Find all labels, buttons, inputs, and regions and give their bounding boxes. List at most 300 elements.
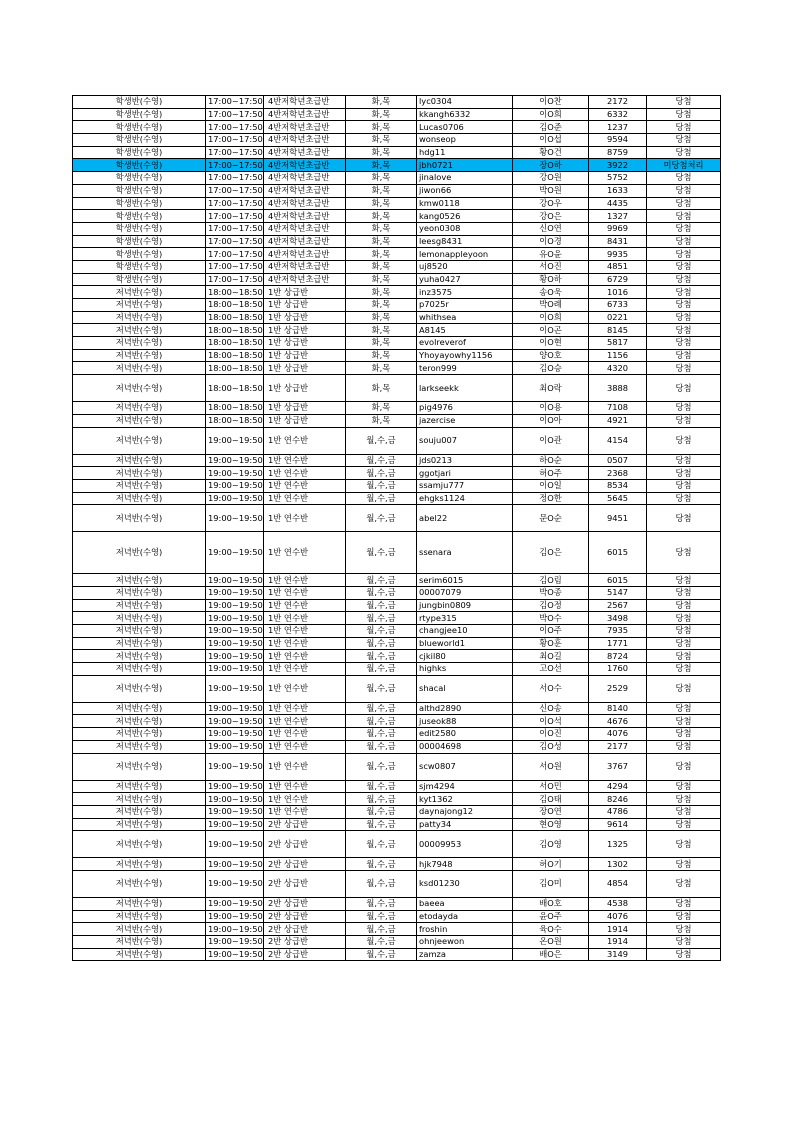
time-cell: 19:00~19:50 bbox=[206, 897, 264, 910]
user-id-cell: zamza bbox=[417, 948, 513, 961]
level-cell: 4반저학년초급반 bbox=[264, 184, 346, 197]
class-cell: 학생반(수영) bbox=[73, 96, 206, 109]
name-cell: 최O길 bbox=[513, 650, 589, 663]
table-row bbox=[73, 375, 721, 402]
time-cell: 19:00~19:50 bbox=[206, 740, 264, 753]
name-cell: 장O연 bbox=[513, 805, 589, 818]
time-cell: 18:00~18:50 bbox=[206, 311, 264, 324]
level-cell: 4반저학년초급반 bbox=[264, 197, 346, 210]
table-row bbox=[73, 134, 721, 147]
class-cell: 저녁반(수영) bbox=[73, 675, 206, 702]
number-cell: 1633 bbox=[589, 184, 647, 197]
table-row bbox=[73, 637, 721, 650]
number-cell: 6015 bbox=[589, 574, 647, 587]
table-row bbox=[73, 948, 721, 961]
days-cell: 월,수,금 bbox=[346, 479, 417, 492]
name-cell: 서O민 bbox=[513, 780, 589, 793]
days-cell: 월,수,금 bbox=[346, 467, 417, 480]
result-cell: 미당첨처리 bbox=[647, 159, 721, 172]
table-row bbox=[73, 197, 721, 210]
table-row bbox=[73, 402, 721, 415]
name-cell: 송O욱 bbox=[513, 286, 589, 299]
number-cell: 5147 bbox=[589, 586, 647, 599]
level-cell: 1반 연수반 bbox=[264, 612, 346, 625]
level-cell: 4반저학년초급반 bbox=[264, 235, 346, 248]
name-cell: 김O정 bbox=[513, 599, 589, 612]
days-cell: 월,수,금 bbox=[346, 897, 417, 910]
user-id-cell: kyt1362 bbox=[417, 793, 513, 806]
level-cell: 1반 연수반 bbox=[264, 715, 346, 728]
level-cell: 1반 연수반 bbox=[264, 625, 346, 638]
result-cell: 당첨 bbox=[647, 586, 721, 599]
table-row bbox=[73, 740, 721, 753]
level-cell: 4반저학년초급반 bbox=[264, 96, 346, 109]
days-cell: 화,목 bbox=[346, 248, 417, 261]
table-row bbox=[73, 936, 721, 949]
number-cell: 4076 bbox=[589, 728, 647, 741]
class-cell: 학생반(수영) bbox=[73, 248, 206, 261]
user-id-cell: baeea bbox=[417, 897, 513, 910]
number-cell: 1016 bbox=[589, 286, 647, 299]
time-cell: 18:00~18:50 bbox=[206, 337, 264, 350]
user-id-cell: althd2890 bbox=[417, 702, 513, 715]
number-cell: 9451 bbox=[589, 505, 647, 532]
days-cell: 월,수,금 bbox=[346, 740, 417, 753]
user-id-cell: kang0526 bbox=[417, 210, 513, 223]
days-cell: 월,수,금 bbox=[346, 831, 417, 858]
table-row bbox=[73, 897, 721, 910]
table-row bbox=[73, 818, 721, 831]
name-cell: 이O희 bbox=[513, 108, 589, 121]
level-cell: 1반 연수반 bbox=[264, 574, 346, 587]
time-cell: 19:00~19:50 bbox=[206, 715, 264, 728]
time-cell: 17:00~17:50 bbox=[206, 159, 264, 172]
table-row bbox=[73, 210, 721, 223]
level-cell: 1반 연수반 bbox=[264, 650, 346, 663]
user-id-cell: 00009953 bbox=[417, 831, 513, 858]
table-row bbox=[73, 870, 721, 897]
name-cell: 이O석 bbox=[513, 715, 589, 728]
name-cell: 하O순 bbox=[513, 454, 589, 467]
time-cell: 19:00~19:50 bbox=[206, 818, 264, 831]
table-row bbox=[73, 625, 721, 638]
result-cell: 당첨 bbox=[647, 599, 721, 612]
number-cell: 8759 bbox=[589, 146, 647, 159]
class-cell: 저녁반(수영) bbox=[73, 311, 206, 324]
time-cell: 19:00~19:50 bbox=[206, 599, 264, 612]
result-cell: 당첨 bbox=[647, 299, 721, 312]
result-cell: 당첨 bbox=[647, 286, 721, 299]
table-body bbox=[73, 96, 721, 961]
level-cell: 1반 연수반 bbox=[264, 728, 346, 741]
number-cell: 7108 bbox=[589, 402, 647, 415]
number-cell: 6332 bbox=[589, 108, 647, 121]
table-row bbox=[73, 586, 721, 599]
name-cell: 강O원 bbox=[513, 172, 589, 185]
user-id-cell: froshin bbox=[417, 923, 513, 936]
name-cell: 유O윤 bbox=[513, 248, 589, 261]
name-cell: 김O승 bbox=[513, 362, 589, 375]
name-cell: 허O기 bbox=[513, 858, 589, 871]
time-cell: 19:00~19:50 bbox=[206, 702, 264, 715]
level-cell: 1반 연수반 bbox=[264, 805, 346, 818]
level-cell: 1반 연수반 bbox=[264, 663, 346, 676]
result-cell: 당첨 bbox=[647, 780, 721, 793]
table-row bbox=[73, 715, 721, 728]
class-cell: 저녁반(수영) bbox=[73, 702, 206, 715]
time-cell: 17:00~17:50 bbox=[206, 273, 264, 286]
class-cell: 학생반(수영) bbox=[73, 184, 206, 197]
days-cell: 화,목 bbox=[346, 299, 417, 312]
result-cell: 당첨 bbox=[647, 663, 721, 676]
table-row bbox=[73, 286, 721, 299]
class-cell: 학생반(수영) bbox=[73, 210, 206, 223]
table-row bbox=[73, 311, 721, 324]
user-id-cell: jiwon66 bbox=[417, 184, 513, 197]
result-cell: 당첨 bbox=[647, 146, 721, 159]
result-cell: 당첨 bbox=[647, 467, 721, 480]
level-cell: 1반 연수반 bbox=[264, 753, 346, 780]
class-cell: 저녁반(수영) bbox=[73, 612, 206, 625]
name-cell: 서O진 bbox=[513, 260, 589, 273]
name-cell: 김O준 bbox=[513, 121, 589, 134]
number-cell: 4854 bbox=[589, 870, 647, 897]
name-cell: 박O례 bbox=[513, 299, 589, 312]
result-cell: 당첨 bbox=[647, 715, 721, 728]
time-cell: 18:00~18:50 bbox=[206, 324, 264, 337]
days-cell: 화,목 bbox=[346, 402, 417, 415]
time-cell: 17:00~17:50 bbox=[206, 146, 264, 159]
name-cell: 신O연 bbox=[513, 222, 589, 235]
name-cell: 황O훈 bbox=[513, 637, 589, 650]
level-cell: 4반저학년초급반 bbox=[264, 260, 346, 273]
user-id-cell: hdg11 bbox=[417, 146, 513, 159]
class-cell: 저녁반(수영) bbox=[73, 637, 206, 650]
number-cell: 9614 bbox=[589, 818, 647, 831]
table-row bbox=[73, 184, 721, 197]
days-cell: 화,목 bbox=[346, 311, 417, 324]
time-cell: 19:00~19:50 bbox=[206, 454, 264, 467]
class-cell: 저녁반(수영) bbox=[73, 897, 206, 910]
level-cell: 4반저학년초급반 bbox=[264, 159, 346, 172]
days-cell: 화,목 bbox=[346, 172, 417, 185]
table-row bbox=[73, 467, 721, 480]
number-cell: 5817 bbox=[589, 337, 647, 350]
level-cell: 2반 상급반 bbox=[264, 870, 346, 897]
time-cell: 17:00~17:50 bbox=[206, 222, 264, 235]
result-cell: 당첨 bbox=[647, 402, 721, 415]
class-cell: 저녁반(수영) bbox=[73, 414, 206, 427]
class-cell: 저녁반(수영) bbox=[73, 362, 206, 375]
name-cell: 박O수 bbox=[513, 612, 589, 625]
time-cell: 17:00~17:50 bbox=[206, 172, 264, 185]
result-cell: 당첨 bbox=[647, 260, 721, 273]
user-id-cell: lyc0304 bbox=[417, 96, 513, 109]
number-cell: 1914 bbox=[589, 936, 647, 949]
result-cell: 당첨 bbox=[647, 650, 721, 663]
number-cell: 4076 bbox=[589, 910, 647, 923]
name-cell: 서O원 bbox=[513, 753, 589, 780]
days-cell: 월,수,금 bbox=[346, 663, 417, 676]
class-cell: 저녁반(수영) bbox=[73, 753, 206, 780]
class-cell: 저녁반(수영) bbox=[73, 910, 206, 923]
days-cell: 화,목 bbox=[346, 414, 417, 427]
time-cell: 19:00~19:50 bbox=[206, 427, 264, 454]
number-cell: 4676 bbox=[589, 715, 647, 728]
user-id-cell: edit2580 bbox=[417, 728, 513, 741]
table-row bbox=[73, 273, 721, 286]
class-cell: 저녁반(수영) bbox=[73, 586, 206, 599]
result-cell: 당첨 bbox=[647, 923, 721, 936]
level-cell: 1반 상급반 bbox=[264, 402, 346, 415]
user-id-cell: lemonappleyoon bbox=[417, 248, 513, 261]
days-cell: 월,수,금 bbox=[346, 910, 417, 923]
user-id-cell: juseok88 bbox=[417, 715, 513, 728]
name-cell: 배O호 bbox=[513, 897, 589, 910]
number-cell: 5645 bbox=[589, 492, 647, 505]
level-cell: 2반 상급반 bbox=[264, 923, 346, 936]
level-cell: 1반 상급반 bbox=[264, 299, 346, 312]
class-cell: 학생반(수영) bbox=[73, 121, 206, 134]
class-cell: 저녁반(수영) bbox=[73, 467, 206, 480]
table-row bbox=[73, 780, 721, 793]
result-cell: 당첨 bbox=[647, 121, 721, 134]
time-cell: 19:00~19:50 bbox=[206, 625, 264, 638]
level-cell: 1반 연수반 bbox=[264, 427, 346, 454]
user-id-cell: hjk7948 bbox=[417, 858, 513, 871]
class-cell: 저녁반(수영) bbox=[73, 780, 206, 793]
user-id-cell: whithsea bbox=[417, 311, 513, 324]
name-cell: 이O곤 bbox=[513, 324, 589, 337]
table-row bbox=[73, 663, 721, 676]
number-cell: 8534 bbox=[589, 479, 647, 492]
table-row bbox=[73, 121, 721, 134]
name-cell: 고O선 bbox=[513, 663, 589, 676]
result-cell: 당첨 bbox=[647, 818, 721, 831]
result-cell: 당첨 bbox=[647, 362, 721, 375]
level-cell: 4반저학년초급반 bbox=[264, 172, 346, 185]
class-cell: 저녁반(수영) bbox=[73, 505, 206, 532]
result-cell: 당첨 bbox=[647, 108, 721, 121]
name-cell: 장O하 bbox=[513, 159, 589, 172]
days-cell: 월,수,금 bbox=[346, 586, 417, 599]
user-id-cell: scw0807 bbox=[417, 753, 513, 780]
class-cell: 저녁반(수영) bbox=[73, 650, 206, 663]
days-cell: 월,수,금 bbox=[346, 612, 417, 625]
days-cell: 화,목 bbox=[346, 362, 417, 375]
days-cell: 월,수,금 bbox=[346, 637, 417, 650]
time-cell: 18:00~18:50 bbox=[206, 402, 264, 415]
name-cell: 이O찬 bbox=[513, 96, 589, 109]
days-cell: 월,수,금 bbox=[346, 858, 417, 871]
number-cell: 4294 bbox=[589, 780, 647, 793]
time-cell: 17:00~17:50 bbox=[206, 134, 264, 147]
user-id-cell: rtype315 bbox=[417, 612, 513, 625]
number-cell: 2172 bbox=[589, 96, 647, 109]
result-cell: 당첨 bbox=[647, 831, 721, 858]
days-cell: 월,수,금 bbox=[346, 870, 417, 897]
days-cell: 화,목 bbox=[346, 375, 417, 402]
result-cell: 당첨 bbox=[647, 897, 721, 910]
days-cell: 월,수,금 bbox=[346, 805, 417, 818]
days-cell: 월,수,금 bbox=[346, 454, 417, 467]
level-cell: 1반 연수반 bbox=[264, 505, 346, 532]
level-cell: 4반저학년초급반 bbox=[264, 121, 346, 134]
user-id-cell: yeon0308 bbox=[417, 222, 513, 235]
days-cell: 월,수,금 bbox=[346, 728, 417, 741]
user-id-cell: jungbin0809 bbox=[417, 599, 513, 612]
user-id-cell: jds0213 bbox=[417, 454, 513, 467]
level-cell: 1반 상급반 bbox=[264, 324, 346, 337]
class-cell: 저녁반(수영) bbox=[73, 831, 206, 858]
name-cell: 온O원 bbox=[513, 936, 589, 949]
class-cell: 저녁반(수영) bbox=[73, 349, 206, 362]
class-cell: 학생반(수영) bbox=[73, 260, 206, 273]
time-cell: 17:00~17:50 bbox=[206, 248, 264, 261]
result-cell: 당첨 bbox=[647, 910, 721, 923]
table-row bbox=[73, 172, 721, 185]
number-cell: 4435 bbox=[589, 197, 647, 210]
table-row bbox=[73, 248, 721, 261]
user-id-cell: ssamju777 bbox=[417, 479, 513, 492]
user-id-cell: ksd01230 bbox=[417, 870, 513, 897]
number-cell: 1760 bbox=[589, 663, 647, 676]
name-cell: 이O경 bbox=[513, 235, 589, 248]
table-row bbox=[73, 923, 721, 936]
name-cell: 황O건 bbox=[513, 146, 589, 159]
level-cell: 4반저학년초급반 bbox=[264, 222, 346, 235]
time-cell: 19:00~19:50 bbox=[206, 612, 264, 625]
number-cell: 3498 bbox=[589, 612, 647, 625]
level-cell: 1반 연수반 bbox=[264, 780, 346, 793]
number-cell: 6015 bbox=[589, 532, 647, 574]
class-cell: 저녁반(수영) bbox=[73, 858, 206, 871]
number-cell: 8724 bbox=[589, 650, 647, 663]
days-cell: 화,목 bbox=[346, 337, 417, 350]
time-cell: 19:00~19:50 bbox=[206, 637, 264, 650]
table-row bbox=[73, 427, 721, 454]
result-cell: 당첨 bbox=[647, 505, 721, 532]
class-cell: 저녁반(수영) bbox=[73, 948, 206, 961]
time-cell: 19:00~19:50 bbox=[206, 948, 264, 961]
name-cell: 김O영 bbox=[513, 831, 589, 858]
class-cell: 저녁반(수영) bbox=[73, 870, 206, 897]
user-id-cell: jazercise bbox=[417, 414, 513, 427]
class-cell: 저녁반(수영) bbox=[73, 793, 206, 806]
result-cell: 당첨 bbox=[647, 248, 721, 261]
table-row bbox=[73, 599, 721, 612]
user-id-cell: 00007079 bbox=[417, 586, 513, 599]
result-cell: 당첨 bbox=[647, 870, 721, 897]
time-cell: 19:00~19:50 bbox=[206, 467, 264, 480]
class-cell: 저녁반(수영) bbox=[73, 805, 206, 818]
user-id-cell: serim6015 bbox=[417, 574, 513, 587]
level-cell: 1반 상급반 bbox=[264, 362, 346, 375]
user-id-cell: evolreverof bbox=[417, 337, 513, 350]
days-cell: 화,목 bbox=[346, 146, 417, 159]
name-cell: 이O주 bbox=[513, 625, 589, 638]
name-cell: 김O은 bbox=[513, 532, 589, 574]
user-id-cell: daynajong12 bbox=[417, 805, 513, 818]
class-cell: 학생반(수영) bbox=[73, 273, 206, 286]
time-cell: 17:00~17:50 bbox=[206, 121, 264, 134]
time-cell: 19:00~19:50 bbox=[206, 675, 264, 702]
table-row bbox=[73, 675, 721, 702]
table-row bbox=[73, 260, 721, 273]
result-cell: 당첨 bbox=[647, 134, 721, 147]
result-cell: 당첨 bbox=[647, 479, 721, 492]
result-cell: 당첨 bbox=[647, 574, 721, 587]
class-cell: 저녁반(수영) bbox=[73, 532, 206, 574]
table-row bbox=[73, 299, 721, 312]
table-row bbox=[73, 505, 721, 532]
number-cell: 9594 bbox=[589, 134, 647, 147]
class-cell: 저녁반(수영) bbox=[73, 375, 206, 402]
table-row bbox=[73, 574, 721, 587]
days-cell: 화,목 bbox=[346, 184, 417, 197]
time-cell: 19:00~19:50 bbox=[206, 663, 264, 676]
number-cell: 4320 bbox=[589, 362, 647, 375]
user-id-cell: uj8520 bbox=[417, 260, 513, 273]
time-cell: 17:00~17:50 bbox=[206, 108, 264, 121]
result-cell: 당첨 bbox=[647, 492, 721, 505]
time-cell: 18:00~18:50 bbox=[206, 349, 264, 362]
name-cell: 이O일 bbox=[513, 479, 589, 492]
days-cell: 화,목 bbox=[346, 260, 417, 273]
days-cell: 화,목 bbox=[346, 96, 417, 109]
class-cell: 저녁반(수영) bbox=[73, 427, 206, 454]
lottery-results-table bbox=[72, 95, 721, 961]
result-cell: 당첨 bbox=[647, 337, 721, 350]
level-cell: 4반저학년초급반 bbox=[264, 108, 346, 121]
days-cell: 월,수,금 bbox=[346, 492, 417, 505]
days-cell: 월,수,금 bbox=[346, 650, 417, 663]
class-cell: 저녁반(수영) bbox=[73, 299, 206, 312]
time-cell: 17:00~17:50 bbox=[206, 210, 264, 223]
user-id-cell: highks bbox=[417, 663, 513, 676]
table-row bbox=[73, 337, 721, 350]
time-cell: 19:00~19:50 bbox=[206, 574, 264, 587]
number-cell: 7935 bbox=[589, 625, 647, 638]
class-cell: 저녁반(수영) bbox=[73, 599, 206, 612]
level-cell: 4반저학년초급반 bbox=[264, 134, 346, 147]
days-cell: 화,목 bbox=[346, 286, 417, 299]
time-cell: 17:00~17:50 bbox=[206, 96, 264, 109]
name-cell: 양O호 bbox=[513, 349, 589, 362]
time-cell: 18:00~18:50 bbox=[206, 362, 264, 375]
table-row bbox=[73, 96, 721, 109]
user-id-cell: yuha0427 bbox=[417, 273, 513, 286]
user-id-cell: cjkil80 bbox=[417, 650, 513, 663]
number-cell: 3767 bbox=[589, 753, 647, 780]
level-cell: 1반 연수반 bbox=[264, 793, 346, 806]
user-id-cell: shacal bbox=[417, 675, 513, 702]
class-cell: 학생반(수영) bbox=[73, 172, 206, 185]
level-cell: 1반 상급반 bbox=[264, 286, 346, 299]
class-cell: 저녁반(수영) bbox=[73, 936, 206, 949]
result-cell: 당첨 bbox=[647, 625, 721, 638]
time-cell: 19:00~19:50 bbox=[206, 831, 264, 858]
level-cell: 2반 상급반 bbox=[264, 910, 346, 923]
number-cell: 0221 bbox=[589, 311, 647, 324]
table-row bbox=[73, 324, 721, 337]
class-cell: 학생반(수영) bbox=[73, 108, 206, 121]
time-cell: 18:00~18:50 bbox=[206, 286, 264, 299]
days-cell: 화,목 bbox=[346, 108, 417, 121]
result-cell: 당첨 bbox=[647, 222, 721, 235]
table-row bbox=[73, 222, 721, 235]
number-cell: 4538 bbox=[589, 897, 647, 910]
